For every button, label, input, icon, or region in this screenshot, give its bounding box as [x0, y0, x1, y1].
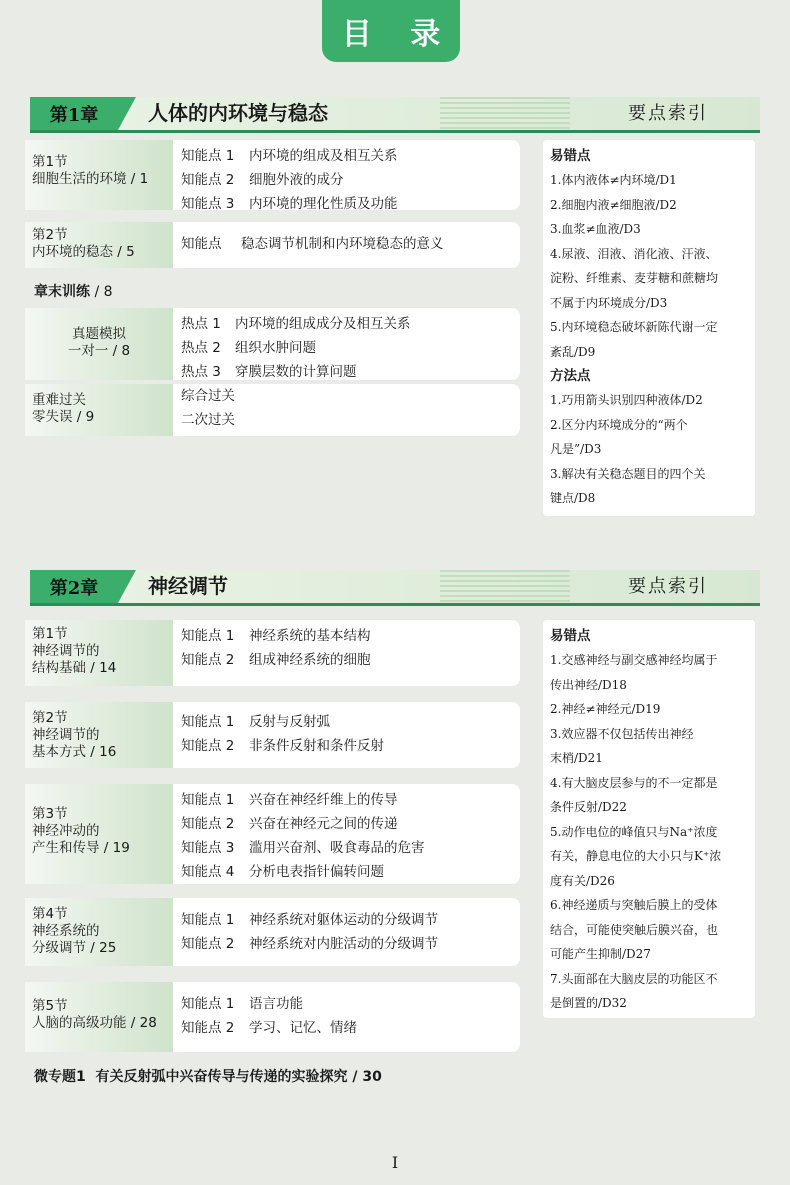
error-point: 淀粉、纤维素、麦芽糖和蔗糖均: [550, 271, 719, 285]
index-title: 要点索引: [628, 576, 708, 597]
error-point: 不属于内环境成分/D3: [550, 295, 668, 310]
practice-item[interactable]: 二次过关: [181, 412, 235, 428]
section-label: 真题模拟 一对一 / 8: [25, 308, 173, 380]
chapter-title: 神经调节: [148, 574, 228, 598]
section-label: [25, 140, 173, 210]
error-point: 1.体内液体≠内环境/D1: [550, 173, 677, 187]
error-point: 可能产生抑制/D27: [550, 947, 651, 961]
section-row: [25, 308, 520, 380]
error-point: 2.细胞内液≠细胞液/D2: [550, 197, 677, 212]
section-label: 第4节 神经系统的 分级调节 / 25: [25, 898, 173, 966]
key-points-panel: [543, 140, 755, 516]
error-point: 结合，可能使突触后膜兴奋，也: [550, 922, 719, 937]
chapter-tab-corner: [118, 97, 136, 130]
error-point: 度有关/D26: [550, 873, 615, 888]
hotspot-item[interactable]: 热点 1 内环境的组成成分及相互关系: [181, 316, 411, 332]
error-point: 有关，静息电位的大小只与K⁺浓: [550, 849, 722, 863]
practice-item[interactable]: 综合过关: [181, 388, 235, 404]
error-point: 是倒置的/D32: [550, 996, 627, 1010]
method-point: 键点/D8: [550, 491, 596, 505]
section-row: [25, 140, 520, 210]
knowledge-point[interactable]: 知能点 2 神经系统对内脏活动的分级调节: [181, 936, 438, 952]
section-title: 细胞生活的环境 / 1: [32, 171, 149, 187]
error-point: 4.尿液、泪液、消化液、汗液、: [550, 246, 718, 261]
method-point: 3.解决有关稳态题目的四个关: [550, 466, 706, 481]
section-items: [181, 314, 514, 386]
section-row: [25, 384, 520, 436]
chapter-1-header: [30, 97, 760, 133]
error-point: 紊乱/D9: [550, 344, 596, 359]
section-label: 第2节 神经调节的 基本方式 / 16: [25, 702, 173, 768]
section-items: [181, 712, 514, 760]
knowledge-point[interactable]: 知能点 1 神经系统对躯体运动的分级调节: [181, 912, 438, 928]
knowledge-point[interactable]: 知能点 2 学习、记忆、情绪: [181, 1020, 357, 1036]
decorative-stripes: [440, 570, 570, 603]
error-point: 7.头面部在大脑皮层的功能区不: [550, 971, 718, 986]
hotspot-item[interactable]: 热点 2 组织水肿问题: [181, 340, 316, 356]
knowledge-point[interactable]: 知能点 2 组成神经系统的细胞: [181, 652, 371, 668]
knowledge-point[interactable]: 知能点 3 内环境的理化性质及功能: [181, 196, 398, 212]
error-point: 末梢/D21: [550, 751, 603, 765]
section-items: [181, 626, 514, 674]
section-label: 第5节 人脑的高级功能 / 28: [25, 982, 173, 1052]
knowledge-point[interactable]: 知能点 1 兴奋在神经纤维上的传导: [181, 792, 398, 808]
section-label: 重难过关 零失误 / 9: [25, 384, 173, 436]
section-row: [25, 620, 520, 686]
page-title: 目 录: [322, 0, 460, 62]
section-items: [181, 386, 514, 434]
knowledge-point[interactable]: 知能点 1 反射与反射弧: [181, 714, 330, 730]
knowledge-point[interactable]: 知能点 4 分析电表指针偏转问题: [181, 864, 384, 880]
chapter-title: 人体的内环境与稳态: [148, 101, 328, 125]
section-label: 第3节 神经冲动的 产生和传导 / 19: [25, 784, 173, 884]
knowledge-point[interactable]: 知能点 2 细胞外液的成分: [181, 172, 344, 188]
key-points-panel: [543, 620, 755, 1018]
method-point: 1.巧用箭头识别四种液体/D2: [550, 393, 703, 407]
section-items: [181, 910, 514, 958]
error-point: 传出神经/D18: [550, 677, 627, 692]
section-row: [25, 898, 520, 966]
knowledge-point[interactable]: 知能点 1 神经系统的基本结构: [181, 628, 371, 644]
section-label: 第2节 内环境的稳态 / 5: [25, 222, 173, 268]
section-row: [25, 982, 520, 1052]
method-point: 2.区分内环境成分的“两个: [550, 417, 688, 432]
chapter-2-header: [30, 570, 760, 606]
knowledge-point[interactable]: 知能点 1 内环境的组成及相互关系: [181, 148, 398, 164]
index-title: 要点索引: [628, 103, 708, 124]
section-row: [25, 784, 520, 884]
hotspot-item[interactable]: 热点 3 穿膜层数的计算问题: [181, 364, 357, 380]
chapter-number: 第2章: [30, 570, 118, 603]
error-point: 5.动作电位的峰值只与Na⁺浓度: [550, 824, 718, 839]
section-items: [181, 234, 514, 258]
knowledge-point[interactable]: 知能点 2 非条件反射和条件反射: [181, 738, 384, 754]
chapter-review-title[interactable]: 章末训练 / 8: [34, 284, 113, 300]
error-point: 5.内环境稳态破坏新陈代谢一定: [550, 320, 718, 334]
error-point: 2.神经≠神经元/D19: [550, 702, 661, 716]
error-points-title: 易错点: [550, 148, 591, 164]
section-items: [181, 146, 514, 218]
section-items: [181, 790, 514, 886]
error-point: 3.效应器不仅包括传出神经: [550, 726, 694, 741]
section-number: 第1节: [32, 154, 68, 170]
method-point: 凡是”/D3: [550, 442, 602, 456]
decorative-stripes: [440, 97, 570, 130]
error-point: 1.交感神经与副交感神经均属于: [550, 653, 718, 667]
method-points-title: 方法点: [550, 368, 591, 384]
knowledge-point[interactable]: 知能点 3 滥用兴奋剂、吸食毒品的危害: [181, 840, 425, 856]
page-number: I: [391, 1153, 399, 1172]
error-point: 条件反射/D22: [550, 800, 627, 814]
error-point: 3.血浆≠血液/D3: [550, 222, 641, 236]
knowledge-point[interactable]: 知能点 1 语言功能: [181, 996, 303, 1012]
section-row: [25, 702, 520, 768]
error-point: 4.有大脑皮层参与的不一定都是: [550, 775, 718, 790]
chapter-tab-corner: [118, 570, 136, 603]
knowledge-point[interactable]: 知能点 2 兴奋在神经元之间的传递: [181, 816, 398, 832]
error-points-title: 易错点: [550, 628, 591, 644]
knowledge-point[interactable]: 知能点 稳态调节机制和内环境稳态的意义: [181, 236, 444, 252]
error-point: 6.神经递质与突触后膜上的受体: [550, 898, 718, 912]
chapter-number: 第1章: [30, 97, 118, 130]
special-topic-title[interactable]: 微专题1 有关反射弧中兴奋传导与传递的实验探究 / 30: [34, 1069, 382, 1085]
section-label: 第1节 神经调节的 结构基础 / 14: [25, 620, 173, 686]
section-row: [25, 222, 520, 268]
section-items: [181, 994, 514, 1042]
